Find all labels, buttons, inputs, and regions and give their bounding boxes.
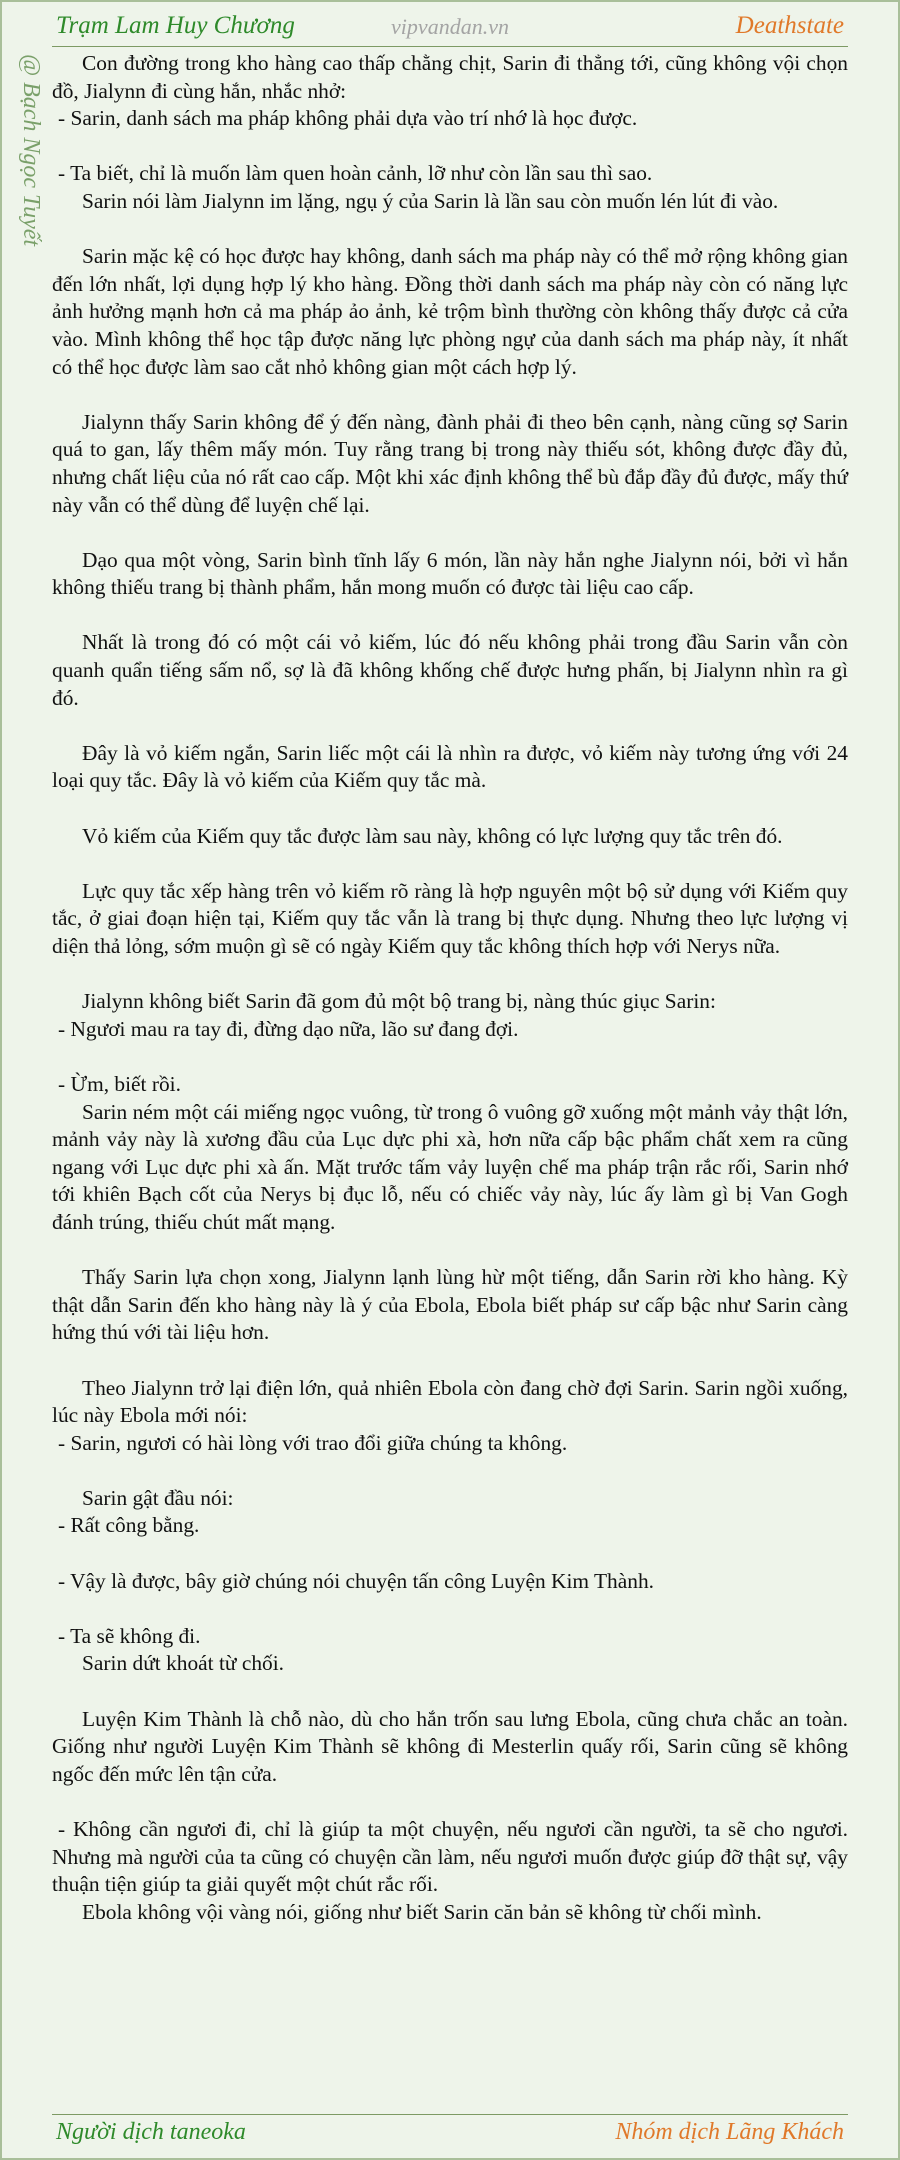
paragraph: Sarin mặc kệ có học được hay không, danh sách ma pháp này có thể mở rộng không gian đến lớn nhất, lợi dụng hợp lý kho hàng. Đồng thời danh sách ma pháp này còn có năng lực ảnh hưởng mạnh hơn cả ma pháp ảo ảnh, kẻ trộm bình thường còn không thấy được cả cửa vào. Mình không thể học tập được năng lực phòng ngự của danh sách ma pháp này, ít nhất có thể học được làm sao cắt nhỏ không gian một cách hợp lý. — [52, 244, 848, 379]
paragraph: Con đường trong kho hàng cao thấp chằng chịt, Sarin đi thẳng tới, cũng không vội chọn đồ, Jialynn đi cùng hắn, nhắc nhở: — [52, 51, 848, 103]
paragraph: Ebola không vội vàng nói, giống như biết Sarin căn bản sẽ không từ chối mình. — [82, 1899, 762, 1924]
header-website: vipvandan.vn — [391, 14, 509, 39]
paragraph: - Rất công bằng. — [58, 1513, 200, 1538]
paragraph: Sarin ném một cái miếng ngọc vuông, từ trong ô vuông gỡ xuống một mảnh vảy thật lớn, mảnh vảy này là xương đầu của Lục dực phi xà, hơn nữa cấp bậc phẩm chất xem ra cũng ngang với Lục dực phi xà ấn. Mặt trước tấm vảy luyện chế ma pháp trận rắc rối, Sarin nhớ tới khiên Bạch cốt của Nerys bị đục lỗ, nếu có chiếc vảy này, lúc ấy làm gì bị Van Gogh đánh trúng, thiếu chút mất mạng. — [52, 1099, 848, 1234]
paragraph-gap — [52, 1347, 848, 1375]
paragraph: Nhất là trong đó có một cái vỏ kiếm, lúc đó nếu không phải trong đầu Sarin vẫn còn quanh quẩn tiếng sấm nổ, sợ là đã không khống chế được hưng phấn, bị Jialynn nhìn ra gì đó. — [52, 630, 848, 710]
paragraph: Jialynn thấy Sarin không để ý đến nàng, đành phải đi theo bên cạnh, nàng cũng sợ Sarin quá to gan, lấy thêm mấy món. Tuy rằng trang bị trong này thiếu sót, không được đầy đủ, nhưng chất liệu của nó rất cao cấp. Một khi xác định không thể bù đắp đầy đủ được, mấy thứ này vẫn có thể dùng để luyện chế lại. — [52, 409, 848, 517]
paragraph-gap — [52, 961, 848, 989]
chapter-text — [52, 50, 848, 2080]
paragraph: - Ta biết, chỉ là muốn làm quen hoàn cảnh, lỡ như còn lần sau thì sao. — [58, 161, 653, 186]
paragraph: - Không cần ngươi đi, chỉ là giúp ta một chuyện, nếu ngươi cần người, ta sẽ cho ngươi. Nhưng mà người của ta cũng có chuyện cần làm, nếu ngươi muốn được giúp đỡ thật sự, vậy thuận tiện giúp ta giải quyết một chút rắc rối. — [52, 1817, 848, 1897]
paragraph-gap — [52, 1540, 848, 1568]
paragraph-gap — [52, 795, 848, 823]
side-credit: @ Bạch Ngọc Tuyết — [18, 54, 44, 247]
paragraph: - Ngươi mau ra tay đi, đừng dạo nữa, lão sư đang đợi. — [58, 1016, 519, 1041]
paragraph-gap — [52, 850, 848, 878]
footer-translator: Người dịch taneoka — [56, 2119, 246, 2145]
paragraph-gap — [52, 1678, 848, 1706]
paragraph-gap — [52, 1043, 848, 1071]
paragraph-gap — [52, 602, 848, 630]
paragraph: Sarin dứt khoát từ chối. — [82, 1651, 285, 1676]
paragraph: - Ừm, biết rồi. — [58, 1071, 181, 1096]
paragraph-gap — [52, 1237, 848, 1265]
paragraph: Luyện Kim Thành là chỗ nào, dù cho hắn trốn sau lưng Ebola, cũng chưa chắc an toàn. Giống như người Luyện Kim Thành sẽ không đi Mesterlin quấy rối, Sarin cũng sẽ không ngốc đến mức lên tận cửa. — [52, 1706, 848, 1786]
footer-group: Nhóm dịch Lãng Khách — [615, 2119, 844, 2145]
header-book-title: Deathstate — [735, 12, 844, 39]
paragraph: Dạo qua một vòng, Sarin bình tĩnh lấy 6 món, lần này hắn nghe Jialynn nói, bởi vì hắn không thiếu trang bị thành phẩm, hắn mong muốn có được tài liệu cao cấp. — [52, 547, 848, 600]
paragraph-gap — [52, 1595, 848, 1623]
paragraph: Lực quy tắc xếp hàng trên vỏ kiếm rõ ràng là hợp nguyên một bộ sử dụng với Kiếm quy tắc, ở giai đoạn hiện tại, Kiếm quy tắc vẫn là trang bị thực dụng. Nhưng theo lực lượng vị diện thả lỏng, sớm muộn gì sẽ có ngày Kiếm quy tắc không thích hợp với Nerys nữa. — [52, 878, 848, 958]
paragraph: - Sarin, ngươi có hài lòng với trao đổi giữa chúng ta không. — [58, 1430, 568, 1455]
paragraph: Đây là vỏ kiếm ngắn, Sarin liếc một cái là nhìn ra được, vỏ kiếm này tương ứng với 24 loại quy tắc. Đây là vỏ kiếm của Kiếm quy tắc mà. — [52, 740, 848, 793]
paragraph: - Vậy là được, bây giờ chúng nói chuyện tấn công Luyện Kim Thành. — [58, 1568, 654, 1593]
paragraph-gap — [52, 381, 848, 409]
header-site-name: Trạm Lam Huy Chương — [56, 12, 295, 39]
paragraph-gap — [52, 133, 848, 161]
paragraph: Thấy Sarin lựa chọn xong, Jialynn lạnh lùng hừ một tiếng, dẫn Sarin rời kho hàng. Kỳ thật dẫn Sarin đến kho hàng này là ý của Ebola, Ebola biết pháp sư cấp bậc như Sarin càng hứng thú với tài liệu hơn. — [52, 1265, 848, 1345]
paragraph-gap — [52, 216, 848, 244]
page-header — [52, 8, 848, 47]
paragraph: Jialynn không biết Sarin đã gom đủ một bộ trang bị, nàng thúc giục Sarin: — [82, 989, 716, 1014]
paragraph-gap — [52, 1457, 848, 1485]
page-footer — [52, 2114, 848, 2151]
paragraph-gap — [52, 712, 848, 740]
paragraph: - Sarin, danh sách ma pháp không phải dựa vào trí nhớ là học được. — [58, 106, 638, 131]
paragraph: - Ta sẽ không đi. — [58, 1623, 201, 1648]
paragraph: Sarin gật đầu nói: — [82, 1485, 234, 1510]
paragraph-gap — [52, 1788, 848, 1816]
paragraph-gap — [52, 519, 848, 547]
paragraph: Theo Jialynn trở lại điện lớn, quả nhiên Ebola còn đang chờ đợi Sarin. Sarin ngồi xuống, lúc này Ebola mới nói: — [52, 1375, 848, 1428]
paragraph: Vỏ kiếm của Kiếm quy tắc được làm sau này, không có lực lượng quy tắc trên đó. — [82, 823, 783, 848]
paragraph: Sarin nói làm Jialynn im lặng, ngụ ý của Sarin là lần sau còn muốn lén lút đi vào. — [82, 188, 779, 213]
